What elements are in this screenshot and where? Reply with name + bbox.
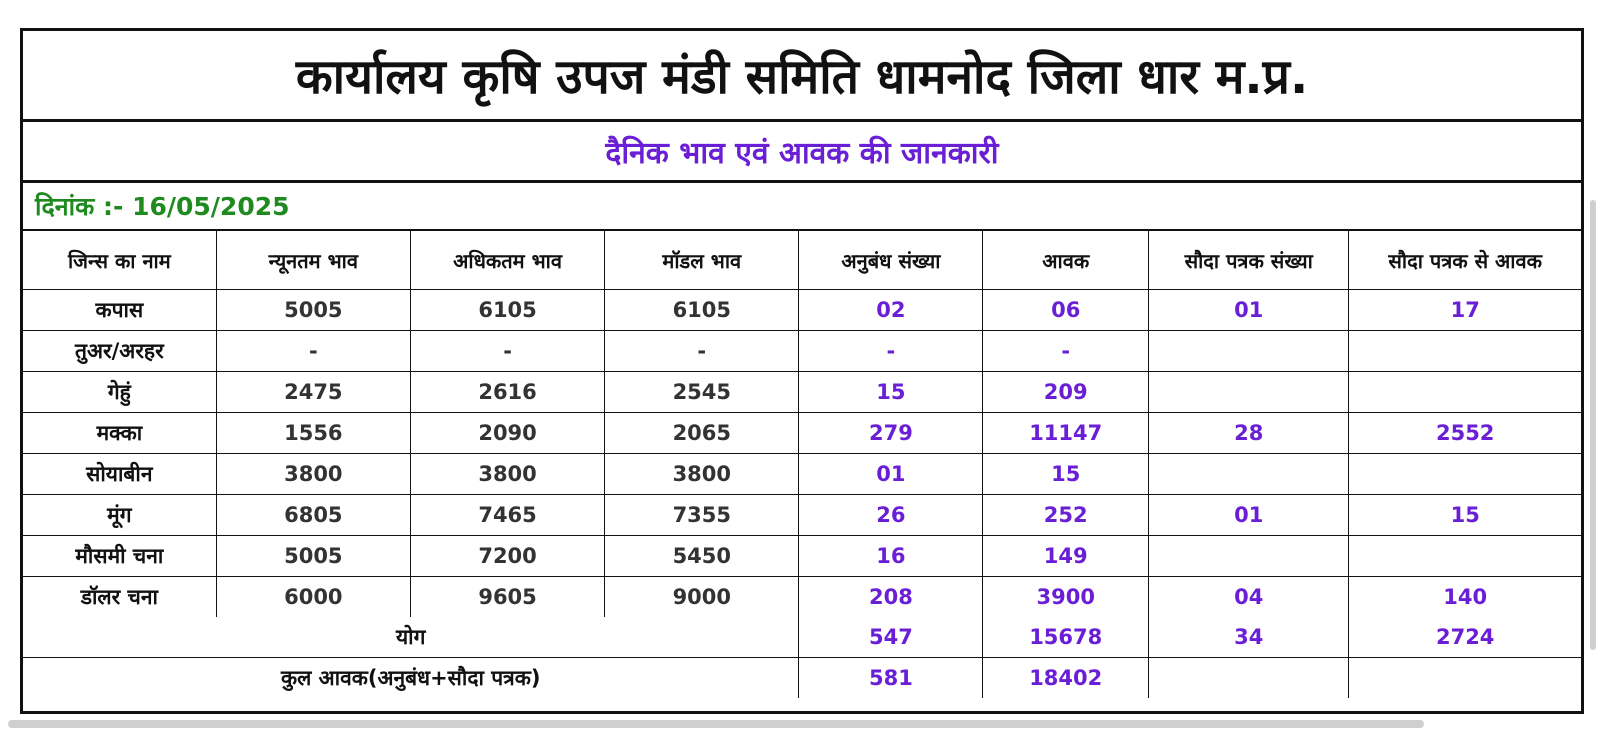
cell-deal-slip-arrival xyxy=(1349,331,1581,372)
header-commodity-name: जिन्स का नाम xyxy=(23,231,216,290)
cell-contract-count: 279 xyxy=(799,413,983,454)
cell-commodity-name: तुअर/अरहर xyxy=(23,331,216,372)
header-contract-count: अनुबंध संख्या xyxy=(799,231,983,290)
cell-commodity-name: कपास xyxy=(23,290,216,331)
cell-arrival: 252 xyxy=(983,495,1149,536)
cell-model-price: 2065 xyxy=(605,413,799,454)
office-title: कार्यालय कृषि उपज मंडी समिति धामनोद जिला धार म.प्र. xyxy=(23,31,1581,122)
cell-contract-count: 16 xyxy=(799,536,983,577)
cell-deal-slip-arrival xyxy=(1349,372,1581,413)
grand-total-empty-2 xyxy=(1349,658,1581,699)
cell-model-price: 5450 xyxy=(605,536,799,577)
grand-total-row xyxy=(23,658,1581,699)
cell-model-price: 7355 xyxy=(605,495,799,536)
grand-total-label: कुल आवक(अनुबंध+सौदा पत्रक) xyxy=(23,658,799,699)
cell-min-price: 3800 xyxy=(216,454,410,495)
cell-max-price: - xyxy=(410,331,604,372)
cell-deal-slip-arrival: 17 xyxy=(1349,290,1581,331)
cell-deal-slip-count: 04 xyxy=(1149,577,1349,618)
cell-min-price: - xyxy=(216,331,410,372)
cell-min-price: 6805 xyxy=(216,495,410,536)
price-arrival-sheet xyxy=(20,28,1584,714)
cell-commodity-name: गेहुं xyxy=(23,372,216,413)
table-row xyxy=(23,577,1581,618)
cell-deal-slip-arrival xyxy=(1349,536,1581,577)
table-row xyxy=(23,495,1581,536)
cell-min-price: 5005 xyxy=(216,290,410,331)
cell-arrival: 06 xyxy=(983,290,1149,331)
header-model-price: मॉडल भाव xyxy=(605,231,799,290)
cell-deal-slip-count: 01 xyxy=(1149,290,1349,331)
table-row xyxy=(23,536,1581,577)
cell-max-price: 2616 xyxy=(410,372,604,413)
cell-deal-slip-arrival xyxy=(1349,454,1581,495)
total-contract-count: 547 xyxy=(799,617,983,658)
table-row xyxy=(23,454,1581,495)
cell-deal-slip-count xyxy=(1149,454,1349,495)
report-subtitle: दैनिक भाव एवं आवक की जानकारी xyxy=(23,122,1581,183)
cell-max-price: 7200 xyxy=(410,536,604,577)
cell-contract-count: 02 xyxy=(799,290,983,331)
cell-min-price: 1556 xyxy=(216,413,410,454)
cell-model-price: 9000 xyxy=(605,577,799,618)
cell-arrival: 149 xyxy=(983,536,1149,577)
header-min-price: न्यूनतम भाव xyxy=(216,231,410,290)
cell-commodity-name: सोयाबीन xyxy=(23,454,216,495)
vertical-scrollbar[interactable] xyxy=(1590,200,1596,650)
cell-deal-slip-count xyxy=(1149,372,1349,413)
table-header-row xyxy=(23,231,1581,290)
cell-deal-slip-count: 28 xyxy=(1149,413,1349,454)
grand-total-empty-1 xyxy=(1149,658,1349,699)
cell-contract-count: 26 xyxy=(799,495,983,536)
total-arrival: 15678 xyxy=(983,617,1149,658)
cell-deal-slip-arrival: 2552 xyxy=(1349,413,1581,454)
total-label: योग xyxy=(23,617,799,658)
cell-deal-slip-arrival: 15 xyxy=(1349,495,1581,536)
cell-model-price: 2545 xyxy=(605,372,799,413)
cell-commodity-name: मूंग xyxy=(23,495,216,536)
cell-model-price: 3800 xyxy=(605,454,799,495)
cell-min-price: 5005 xyxy=(216,536,410,577)
cell-model-price: - xyxy=(605,331,799,372)
cell-contract-count: 15 xyxy=(799,372,983,413)
report-date: दिनांक :- 16/05/2025 xyxy=(23,183,1581,231)
grand-total-contract: 581 xyxy=(799,658,983,699)
cell-commodity-name: मक्का xyxy=(23,413,216,454)
cell-model-price: 6105 xyxy=(605,290,799,331)
table-row xyxy=(23,331,1581,372)
cell-arrival: 209 xyxy=(983,372,1149,413)
cell-arrival: - xyxy=(983,331,1149,372)
total-deal-slip-count: 34 xyxy=(1149,617,1349,658)
cell-deal-slip-arrival: 140 xyxy=(1349,577,1581,618)
cell-commodity-name: डॉलर चना xyxy=(23,577,216,618)
cell-arrival: 3900 xyxy=(983,577,1149,618)
horizontal-scrollbar[interactable] xyxy=(8,720,1424,728)
header-deal-slip-count: सौदा पत्रक संख्या xyxy=(1149,231,1349,290)
cell-max-price: 3800 xyxy=(410,454,604,495)
cell-contract-count: 01 xyxy=(799,454,983,495)
header-arrival: आवक xyxy=(983,231,1149,290)
table-row xyxy=(23,372,1581,413)
cell-commodity-name: मौसमी चना xyxy=(23,536,216,577)
header-deal-slip-arrival: सौदा पत्रक से आवक xyxy=(1349,231,1581,290)
table-row xyxy=(23,413,1581,454)
total-deal-slip-arrival: 2724 xyxy=(1349,617,1581,658)
cell-deal-slip-count xyxy=(1149,536,1349,577)
cell-max-price: 2090 xyxy=(410,413,604,454)
cell-contract-count: 208 xyxy=(799,577,983,618)
grand-total-arrival: 18402 xyxy=(983,658,1149,699)
table-row xyxy=(23,290,1581,331)
cell-deal-slip-count xyxy=(1149,331,1349,372)
cell-min-price: 6000 xyxy=(216,577,410,618)
header-max-price: अधिकतम भाव xyxy=(410,231,604,290)
cell-max-price: 6105 xyxy=(410,290,604,331)
total-row xyxy=(23,617,1581,658)
cell-contract-count: - xyxy=(799,331,983,372)
cell-arrival: 11147 xyxy=(983,413,1149,454)
cell-max-price: 9605 xyxy=(410,577,604,618)
commodity-price-table xyxy=(23,231,1581,698)
cell-deal-slip-count: 01 xyxy=(1149,495,1349,536)
cell-arrival: 15 xyxy=(983,454,1149,495)
cell-max-price: 7465 xyxy=(410,495,604,536)
cell-min-price: 2475 xyxy=(216,372,410,413)
